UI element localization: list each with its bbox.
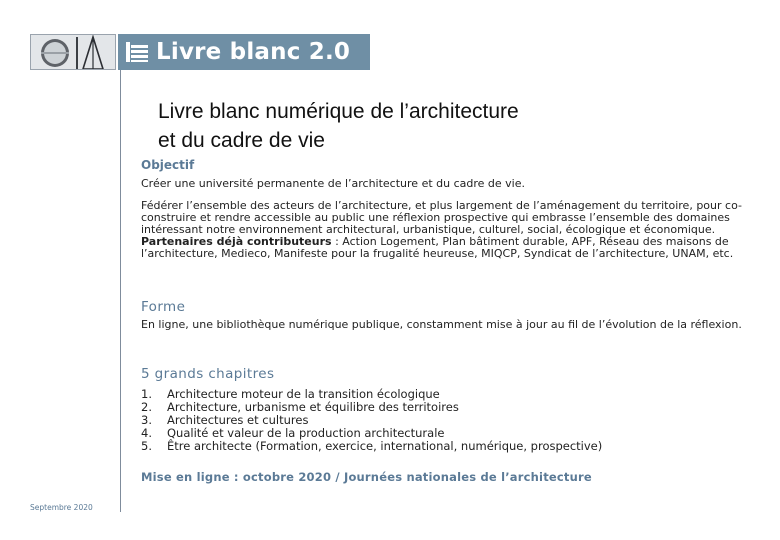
banner-title: Livre blanc 2.0 — [156, 39, 351, 65]
chapitre-number: 2. — [141, 400, 152, 414]
objectif-section — [141, 158, 758, 260]
forme-heading: Forme — [141, 299, 186, 315]
forme-text: En ligne, une bibliothèque numérique publique, constamment mise à jour au fil de l’évolution de la réflexion. — [141, 318, 742, 331]
objectif-heading: Objectif — [141, 158, 195, 172]
livre-blanc-banner — [118, 34, 370, 70]
chapitre-number: 5. — [141, 439, 152, 453]
forme-section — [141, 299, 758, 331]
launch-section — [141, 470, 758, 484]
chapitre-number: 4. — [141, 426, 152, 440]
chapitres-heading: 5 grands chapitres — [141, 366, 275, 382]
objectif-text-2: Fédérer l’ensemble des acteurs de l’architecture, et plus largement de l’aménagement du territoire, pour co-construire et rendre accessible au public une réflexion prospective qui embrasse l’ensemble des domaines intéressant notre environnement architectural, urbanistique, culturel, social, écologique et économique. — [141, 199, 742, 236]
chapitre-label: Être architecte (Formation, exercice, international, numérique, prospective) — [167, 439, 603, 453]
chapitre-number: 1. — [141, 387, 152, 401]
title-line-2: et du cadre de vie — [158, 129, 325, 152]
vertical-rule — [120, 70, 121, 512]
chapitre-label: Architecture, urbanisme et équilibre des territoires — [167, 400, 459, 414]
books-stack-icon — [124, 39, 150, 65]
chapitres-section — [141, 366, 758, 453]
page-title — [158, 97, 519, 155]
launch-info: Mise en ligne : octobre 2020 / Journées nationales de l’architecture — [141, 470, 592, 484]
chapitre-label: Architectures et cultures — [167, 413, 309, 427]
chapitre-label: Architecture moteur de la transition écologique — [167, 387, 440, 401]
architecture-logo — [30, 34, 116, 70]
logo-graphic — [31, 35, 116, 70]
partners-label: Partenaires déjà contributeurs — [141, 235, 332, 248]
partners-paragraph — [141, 236, 758, 260]
chapitres-list — [141, 388, 758, 453]
chapitre-item — [141, 440, 758, 453]
objectif-text-1: Créer une université permanente de l’architecture et du cadre de vie. — [141, 177, 525, 190]
chapitre-label: Qualité et valeur de la production architecturale — [167, 426, 445, 440]
title-line-1: Livre blanc numérique de l’architecture — [158, 100, 519, 123]
footer-date: Septembre 2020 — [30, 503, 93, 512]
chapitre-number: 3. — [141, 413, 152, 427]
partners-text: : Action Logement, Plan bâtiment durable, APF, Réseau des maisons de l’architecture, Medieco, Manifeste pour la frugalité heureuse, MIQCP, Syndicat de l’architecture, UNAM, etc. — [141, 235, 734, 260]
